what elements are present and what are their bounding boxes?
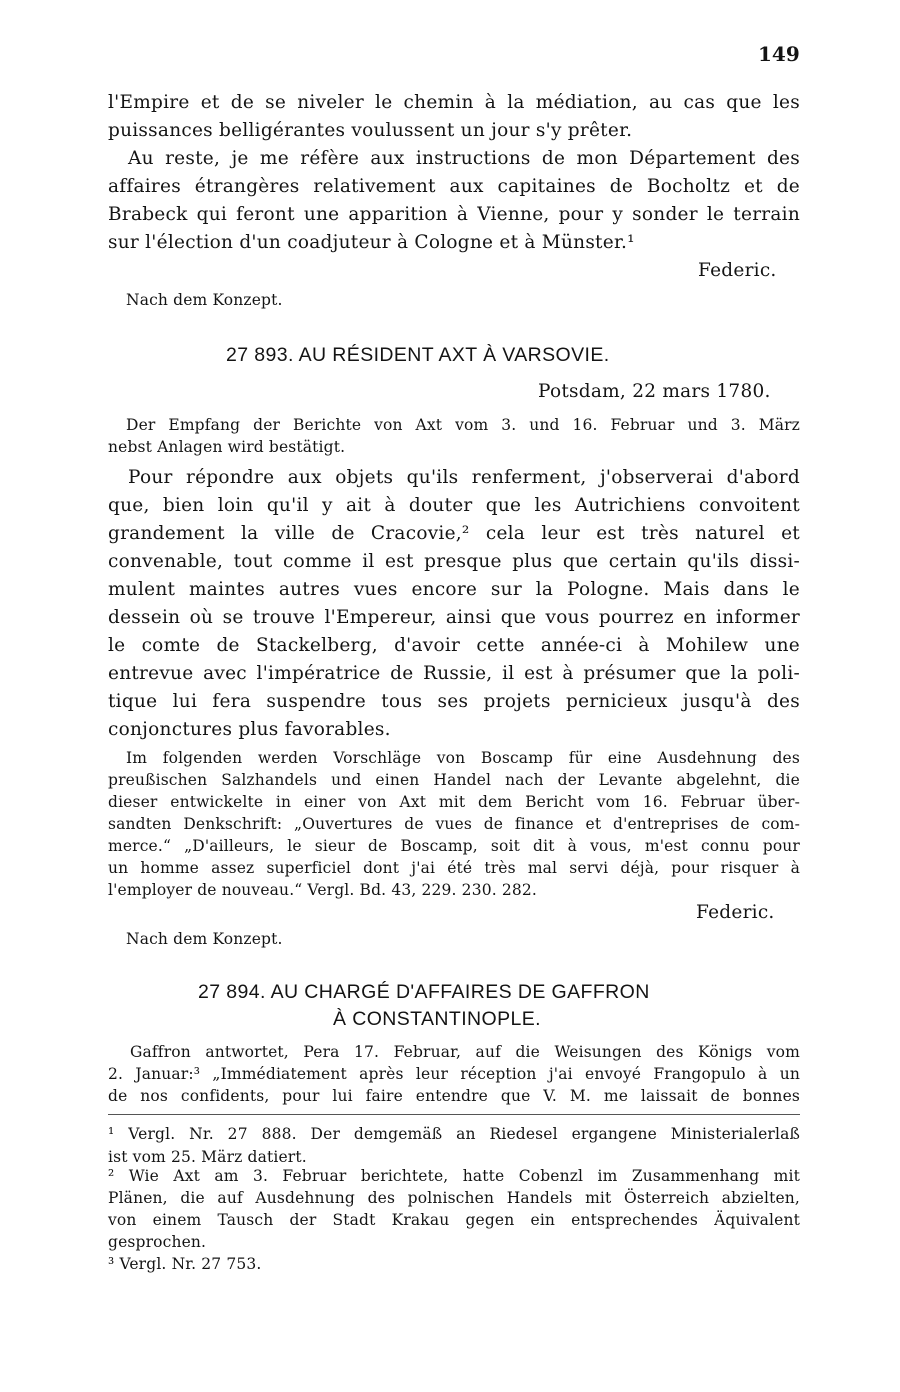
signature: Federic. [696, 902, 775, 923]
body-line: le comte de Stackelberg, d'avoir cette année-ci à Mohilew une [108, 635, 800, 656]
body-line: dessein où se trouve l'Empereur, ainsi que vous pourrez en informer [108, 607, 800, 628]
summary-line: de nos confidents, pour lui faire entendre que V. M. me laissait de bonnes [108, 1087, 800, 1105]
note-line: l'employer de nouveau.“ Vergl. Bd. 43, 229. 230. 282. [108, 881, 537, 899]
footnote-line: von einem Tausch der Stadt Krakau gegen ein entsprechendes Äquivalent [108, 1211, 800, 1229]
note-line: preußischen Salzhandels und einen Handel nach der Levante abgelehnt, die [108, 771, 800, 789]
footnote-line: Plänen, die auf Ausdehnung des polnischen Handels mit Österreich abzielten, [108, 1189, 800, 1207]
source-note: Nach dem Konzept. [126, 930, 283, 948]
footnote-divider [108, 1114, 800, 1115]
letter-heading-continued: À CONSTANTINOPLE. [333, 1008, 541, 1030]
place-date: Potsdam, 22 mars 1780. [538, 381, 771, 402]
body-line: que, bien loin qu'il y ait à douter que les Autrichiens convoitent [108, 495, 800, 516]
letter-heading: 27 894. AU CHARGÉ D'AFFAIRES DE GAFFRON [198, 981, 650, 1003]
note-line: merce.“ „D'ailleurs, le sieur de Boscamp, soit dit à vous, m'est connu pour [108, 837, 800, 855]
body-line: Brabeck qui feront une apparition à Vienne, pour y sonder le terrain [108, 204, 800, 225]
note-line: Im folgenden werden Vorschläge von Boscamp für eine Ausdehnung des [126, 749, 800, 767]
summary-line: Der Empfang der Berichte von Axt vom 3. und 16. Februar und 3. März [126, 416, 800, 434]
body-line: Au reste, je me réfère aux instructions de mon Département des [128, 148, 800, 169]
footnote-line: ¹ Vergl. Nr. 27 888. Der demgemäß an Riedesel ergangene Ministerialerlaß [108, 1125, 800, 1143]
body-line: grandement la ville de Cracovie,² cela leur est très naturel et [108, 523, 800, 544]
note-line: dieser entwickelte in einer von Axt mit dem Bericht vom 16. Februar über- [108, 793, 800, 811]
body-line: conjonctures plus favorables. [108, 719, 391, 740]
body-line: affaires étrangères relativement aux capitaines de Bocholtz et de [108, 176, 800, 197]
footnote-line: ist vom 25. März datiert. [108, 1148, 307, 1166]
signature: Federic. [698, 260, 777, 281]
summary-line: Gaffron antwortet, Pera 17. Februar, auf die Weisungen des Königs vom [130, 1043, 800, 1061]
source-note: Nach dem Konzept. [126, 291, 283, 309]
body-line: tique lui fera suspendre tous ses projets pernicieux jusqu'à des [108, 691, 800, 712]
body-line: l'Empire et de se niveler le chemin à la médiation, au cas que les [108, 92, 800, 113]
body-line: puissances belligérantes voulussent un jour s'y prêter. [108, 120, 633, 141]
body-line: convenable, tout comme il est presque plus que certain qu'ils dissi- [108, 551, 800, 572]
note-line: un homme assez superficiel dont j'ai été très mal servi déjà, pour risquer à [108, 859, 800, 877]
page-number: 149 [758, 42, 800, 66]
note-line: sandten Denkschrift: „Ouvertures de vues de finance et d'entreprises de com- [108, 815, 800, 833]
footnote-line: gesprochen. [108, 1233, 207, 1251]
body-line: mulent maintes autres vues encore sur la Pologne. Mais dans le [108, 579, 800, 600]
footnote-line: ³ Vergl. Nr. 27 753. [108, 1255, 262, 1273]
footnote-line: ² Wie Axt am 3. Februar berichtete, hatte Cobenzl im Zusammenhang mit [108, 1167, 800, 1185]
summary-line: nebst Anlagen wird bestätigt. [108, 438, 346, 456]
summary-line: 2. Januar:³ „Immédiatement après leur réception j'ai envoyé Frangopulo à un [108, 1065, 800, 1083]
letter-heading: 27 893. AU RÉSIDENT AXT À VARSOVIE. [226, 344, 610, 366]
body-line: entrevue avec l'impératrice de Russie, il est à présumer que la poli- [108, 663, 800, 684]
body-line: sur l'élection d'un coadjuteur à Cologne et à Münster.¹ [108, 232, 635, 253]
body-line: Pour répondre aux objets qu'ils renferment, j'observerai d'abord [128, 467, 800, 488]
